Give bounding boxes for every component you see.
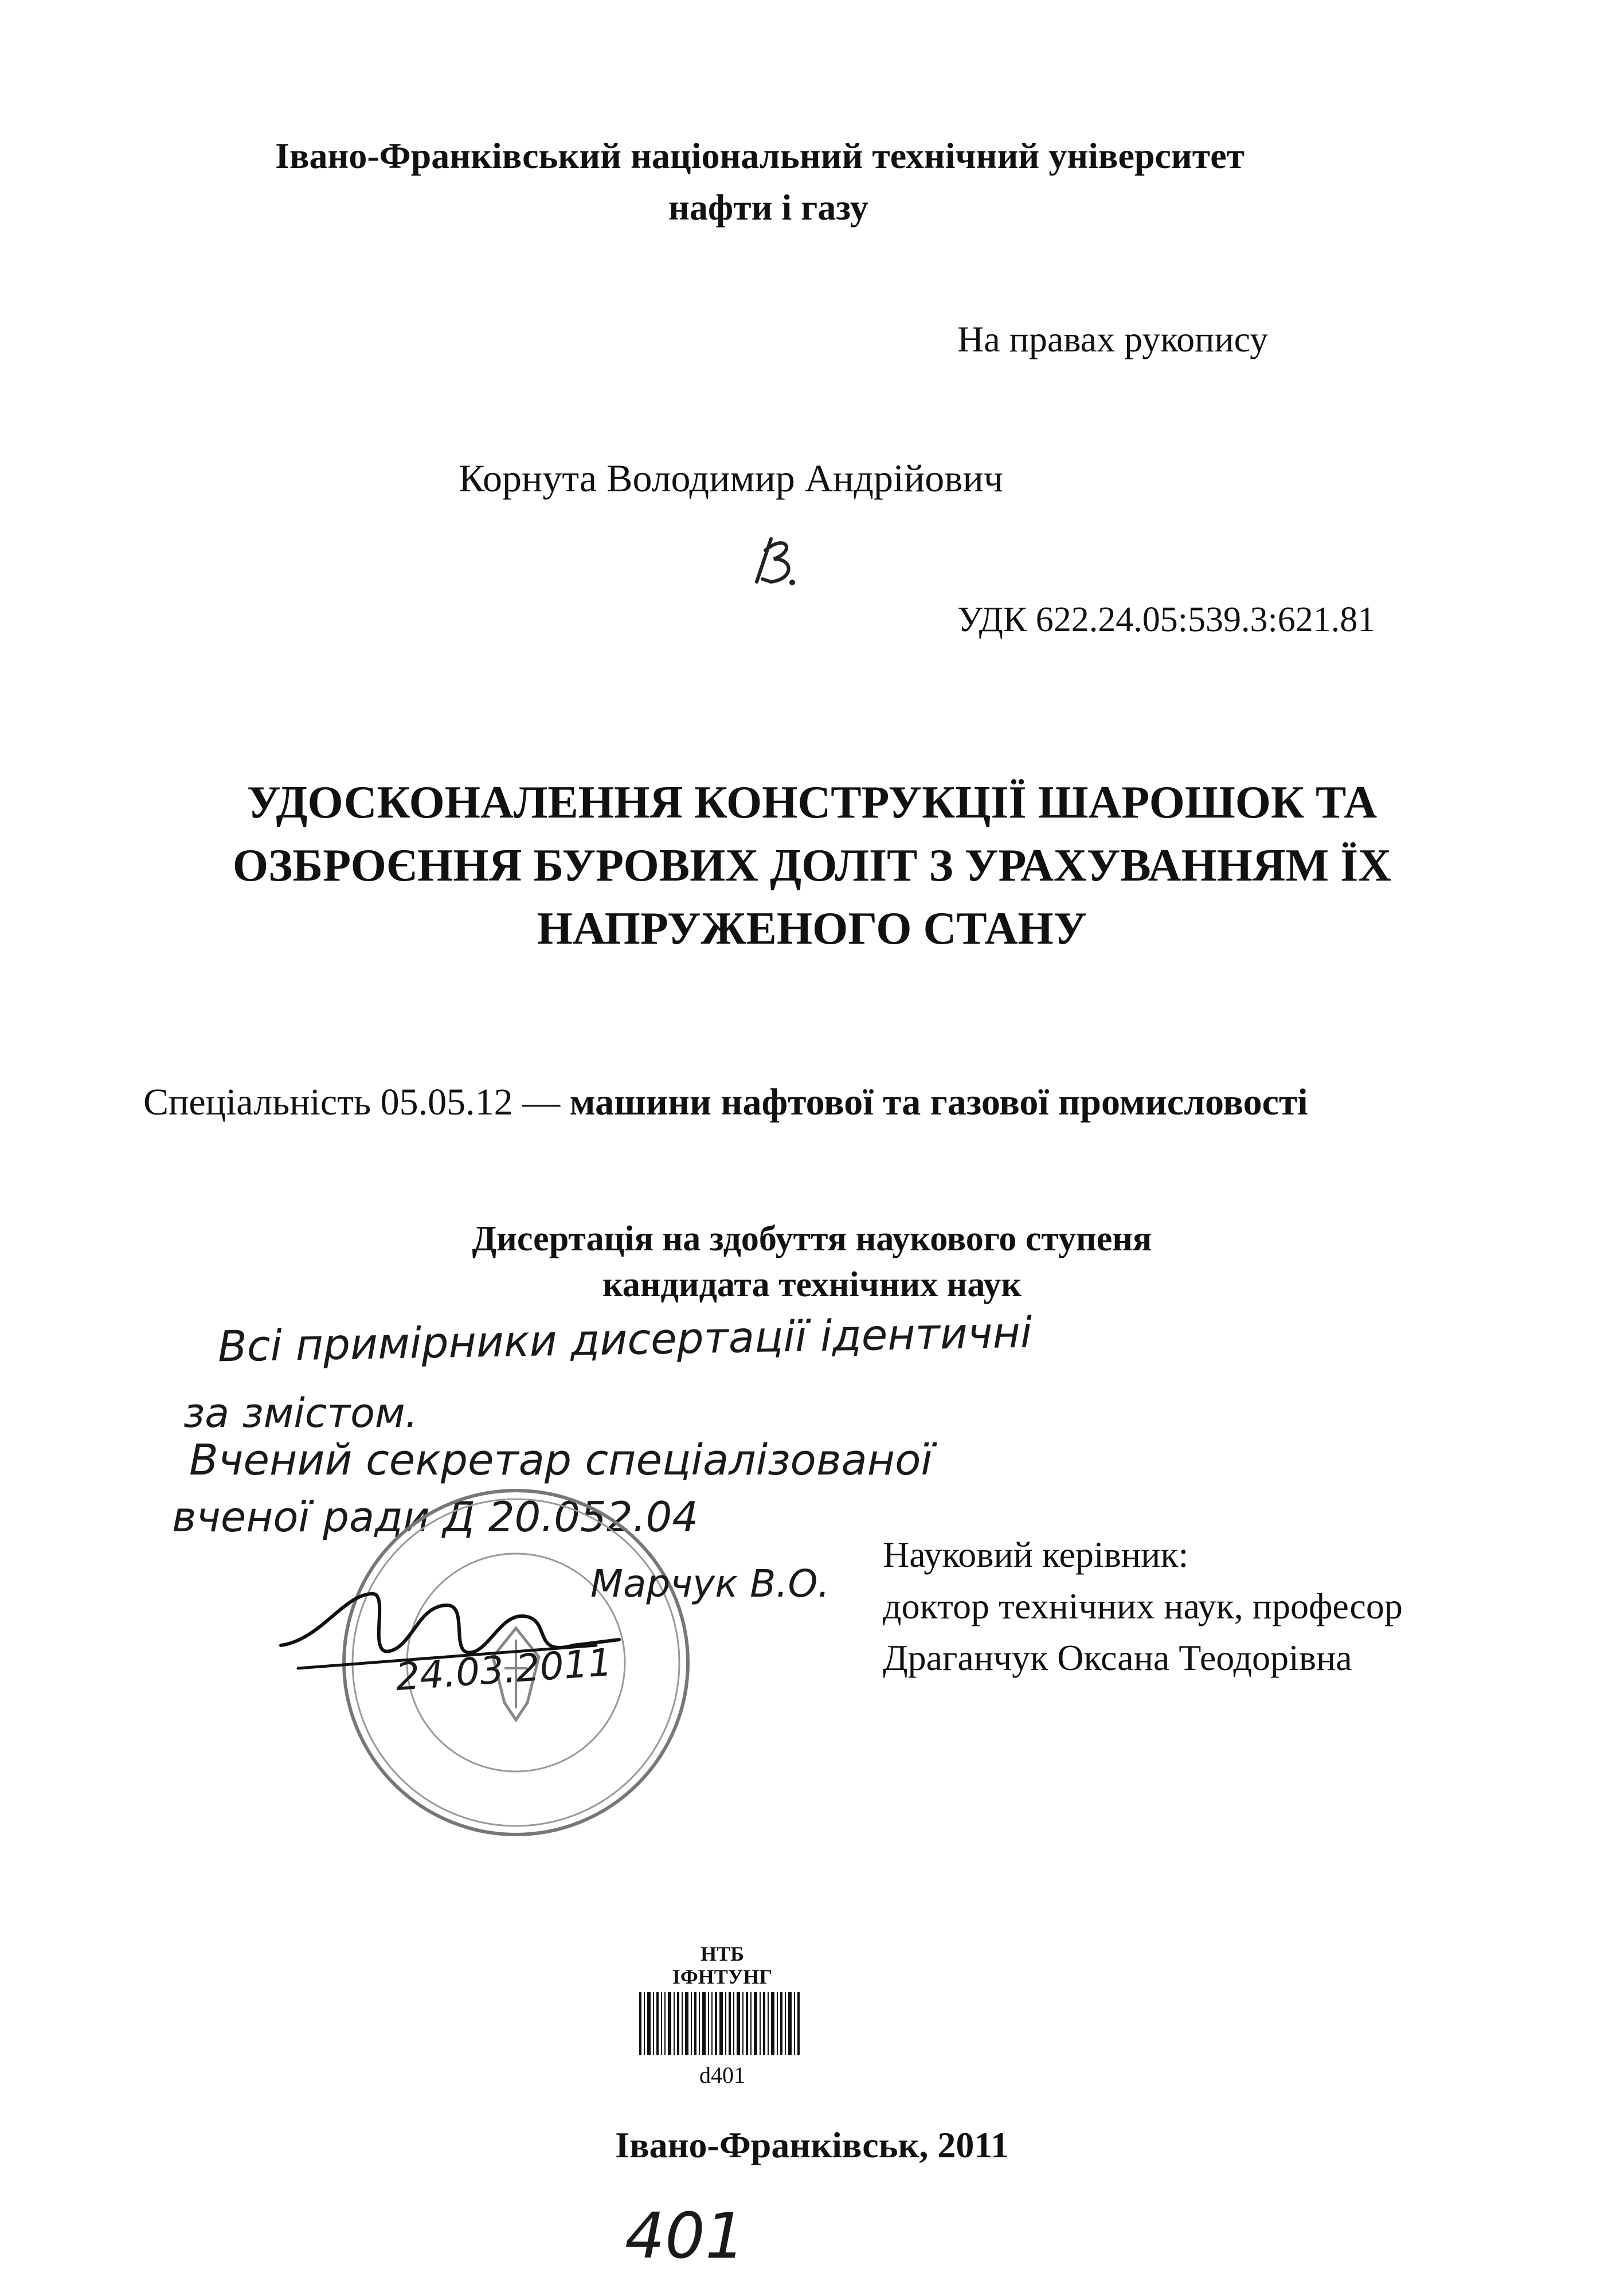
udc-code: УДК 622.24.05:539.3:621.81 [957, 600, 1376, 639]
specialty-dash: — [512, 1081, 570, 1123]
supervisor-degree: доктор технічних наук, професор [883, 1586, 1403, 1626]
university-name-line2: нафти і газу [668, 187, 868, 228]
university-name-line1: Івано-Франківський національний технічний університет [275, 135, 1245, 176]
inventory-number: 401 [625, 2199, 745, 2273]
specialty [143, 1081, 1308, 1123]
handwritten-line1: Всі примірники дисертації ідентичні [217, 1308, 1033, 1372]
thesis-title-line3: НАПРУЖЕНОГО СТАНУ [537, 904, 1087, 954]
city-year: Івано-Франківськ, 2011 [615, 2125, 1009, 2165]
thesis-title-line1: УДОСКОНАЛЕННЯ КОНСТРУКЦІЇ ШАРОШОК ТА [246, 777, 1378, 828]
author-name: Корнута Володимир Андрійович [459, 456, 1004, 500]
supervisor-name: Драганчук Оксана Теодорівна [883, 1637, 1352, 1678]
library-label-line2: ІФНТУНГ [672, 1965, 773, 1988]
signature-date: 24.03.2011 [394, 1640, 614, 1700]
handwritten-line2: за змістом. [183, 1390, 418, 1437]
specialty-label: Спеціальність 05.05.12 [143, 1081, 513, 1123]
signature-name: Марчук В.О. [590, 1562, 830, 1606]
library-label-line1: НТБ [701, 1942, 744, 1965]
library-barcode [636, 1992, 808, 2061]
thesis-title-line2: ОЗБРОЄННЯ БУРОВИХ ДОЛІТ З УРАХУВАННЯМ ЇХ [232, 840, 1392, 891]
degree-line1: Дисертація на здобуття наукового ступеня [472, 1219, 1152, 1258]
handwritten-line4: вченої ради Д 20.052.04 [172, 1493, 699, 1541]
author-initials-mark [739, 527, 808, 596]
supervisor-label: Науковий керівник: [883, 1534, 1189, 1575]
library-code: d401 [699, 2062, 745, 2088]
specialty-name: машини нафтової та газової промисловості [569, 1081, 1308, 1123]
manuscript-rights: На правах рукопису [957, 319, 1269, 359]
handwritten-line3: Вчений секретар спеціалізованої [189, 1436, 933, 1485]
degree-line2: кандидата технічних наук [602, 1265, 1022, 1304]
